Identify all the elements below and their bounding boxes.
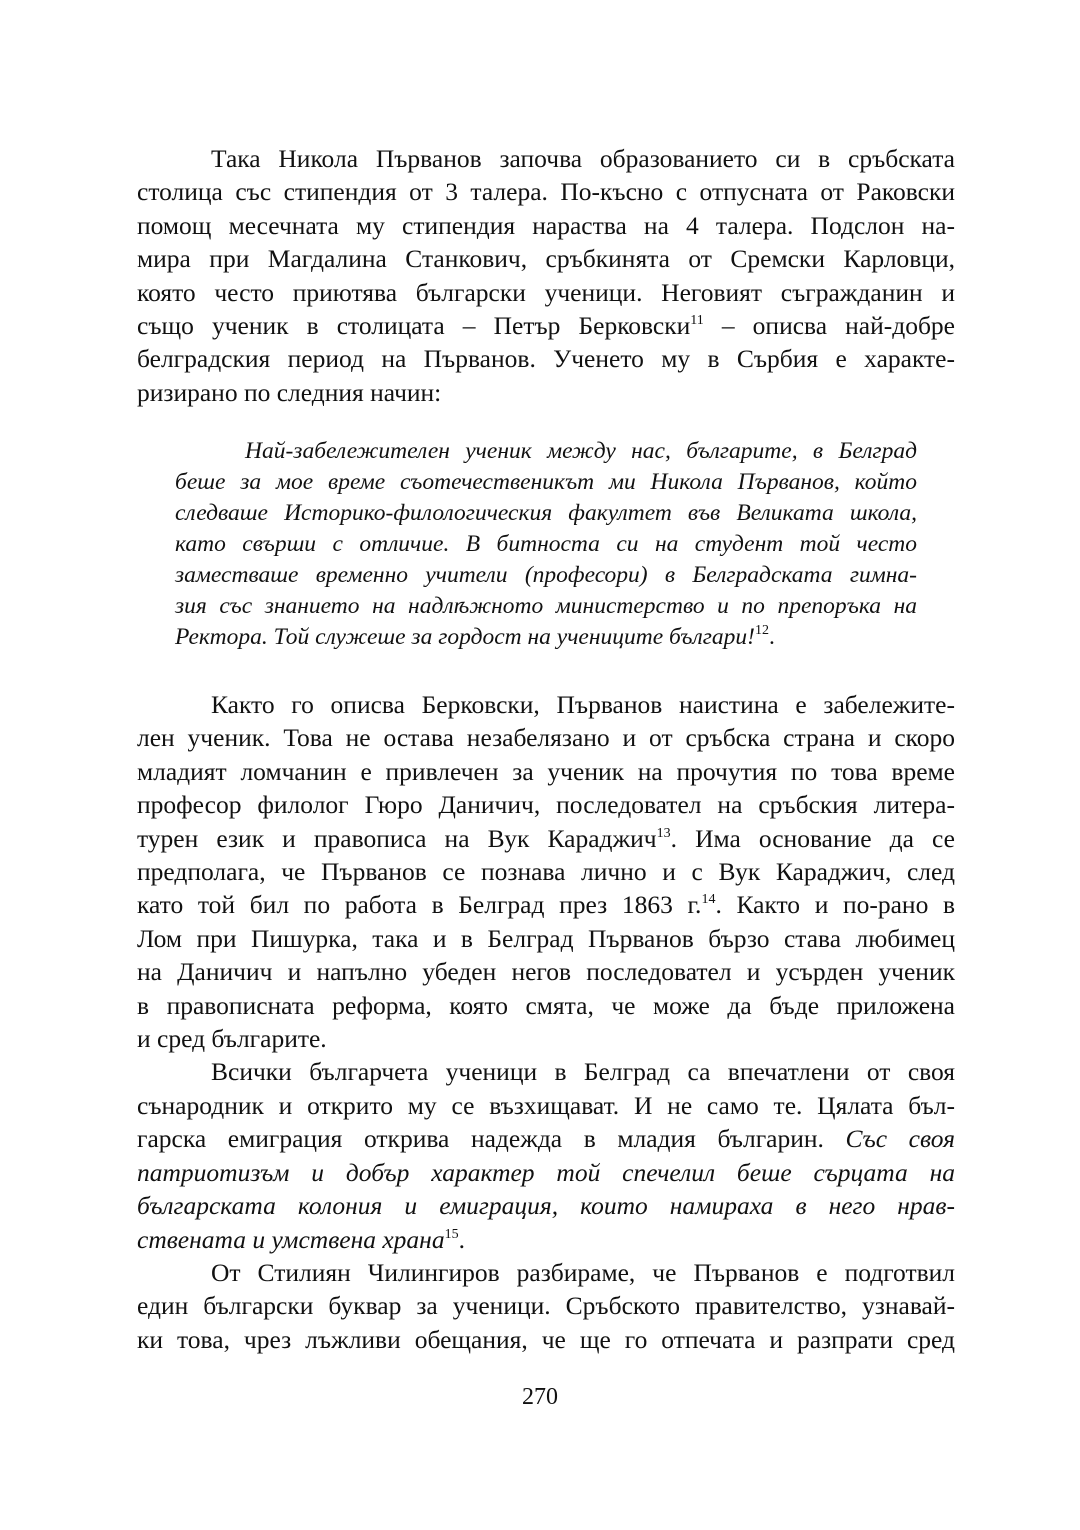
- text-segment: Със своя: [845, 1124, 955, 1154]
- text-segment: . Както и по-рано в: [715, 890, 956, 920]
- text-line: [137, 822, 955, 855]
- quote-line: заместваше временно учители (професори) в Белградската гимна-: [175, 562, 917, 588]
- quote-line: Най-забележителен ученик между нас, българите, в Белград: [245, 438, 917, 464]
- text-line: един български буквар за ученици. Сръбското правителство, узнавай-: [137, 1291, 955, 1321]
- paragraph-3: [137, 1055, 955, 1255]
- text-segment: .: [458, 1224, 465, 1254]
- text-line: и сред българите.: [137, 1024, 327, 1054]
- footnote-marker: 13: [656, 825, 671, 841]
- text-line: От Стилиян Чилингиров разбираме, че Първанов е подготвил: [211, 1257, 955, 1287]
- text-segment: Ректора. Той служеше за гордост на учениците българи!: [175, 624, 755, 650]
- text-line: [137, 1223, 955, 1256]
- text-line: Лом при Пишурка, така и в Белград Първанов бързо става любимец: [137, 923, 955, 953]
- text-line: [137, 1122, 955, 1155]
- text-line: Всички българчета ученици в Белград са впечатлени от своя: [211, 1057, 955, 1087]
- page-number: 270: [522, 1384, 558, 1410]
- footnote-marker: 12: [754, 623, 769, 638]
- quote-line: като свърши с отличие. В битноста си на студент той често: [175, 531, 917, 557]
- text-segment: също ученик в столицата – Петър Берковски: [137, 311, 691, 341]
- text-segment: ствената и умствена храна: [137, 1224, 445, 1254]
- text-line: [137, 309, 955, 342]
- main-text: [137, 688, 955, 1356]
- text-segment: .: [768, 624, 775, 650]
- text-segment: гарска емиграция открива надежда в младия българин.: [137, 1124, 824, 1154]
- footnote-marker: 15: [444, 1226, 459, 1242]
- text-line: ки това, чрез лъжливи обещания, че ще го отпечата и разпрати сред: [137, 1324, 955, 1354]
- block-quote: [175, 436, 917, 653]
- text-line: [137, 888, 955, 921]
- text-line: българската колония и емиграция, които намираха в него нрав-: [137, 1191, 955, 1221]
- text-line: белградския период на Първанов. Ученето му в Сърбия е характе-: [137, 344, 955, 374]
- text-line: която често приютява български ученици. Неговият съгражданин и: [137, 277, 955, 307]
- quote-line: [175, 622, 917, 653]
- paragraph-1: [137, 142, 955, 409]
- text-line: помощ месечната му стипендия нараства на 4 талера. Подслон на-: [137, 210, 955, 240]
- paragraph-4: [137, 1256, 955, 1356]
- text-line: на Даничич и напълно убеден негов последовател и усърден ученик: [137, 957, 955, 987]
- quote-line: зия със знанието на надлѣжното министерство и по препоръка на: [175, 593, 917, 619]
- paragraph-2: [137, 688, 955, 1055]
- text-line: лен ученик. Това не остава незабелязано и от сръбска страна и скоро: [137, 723, 955, 753]
- text-line: столица със стипендия от 3 талера. По-късно с отпусната от Раковски: [137, 177, 955, 207]
- text-segment: като той бил по работа в Белград през 1863 г.: [137, 890, 702, 920]
- text-line: мира при Магдалина Станкович, сръбкинята от Сремски Карловци,: [137, 244, 955, 274]
- text-line: професор филолог Гюро Даничич, последовател на сръбския литера-: [137, 790, 955, 820]
- text-line: ризирано по следния начин:: [137, 377, 442, 407]
- text-line: предполага, че Първанов се познава лично и с Вук Караджич, след: [137, 857, 955, 887]
- footnote-marker: 11: [690, 313, 704, 329]
- text-segment: турен език и правописа на Вук Караджич: [137, 823, 657, 853]
- text-line: патриотизъм и добър характер той спечелил беше сърцата на: [137, 1157, 955, 1187]
- text-segment: . Има основание да се: [670, 823, 955, 853]
- text-line: в правописната реформа, която смята, че може да бъде приложена: [137, 990, 955, 1020]
- text-line: Така Никола Първанов започва образованието си в сръбската: [211, 144, 955, 173]
- text-line: сънародник и открито му се възхищават. И не само те. Цялата бъл-: [137, 1090, 955, 1120]
- text-line: младият ломчанин е привлечен за ученик на прочутия по това време: [137, 756, 955, 786]
- text-segment: – описва най-добре: [721, 311, 956, 341]
- text-line: Както го описва Берковски, Първанов наистина е забележите-: [211, 690, 955, 719]
- quote-line: следваше Историко-филологическия факултет във Великата школа,: [175, 500, 917, 526]
- quote-line: беше за мое време съотечественикът ми Никола Първанов, който: [175, 469, 917, 495]
- footnote-marker: 14: [701, 892, 716, 908]
